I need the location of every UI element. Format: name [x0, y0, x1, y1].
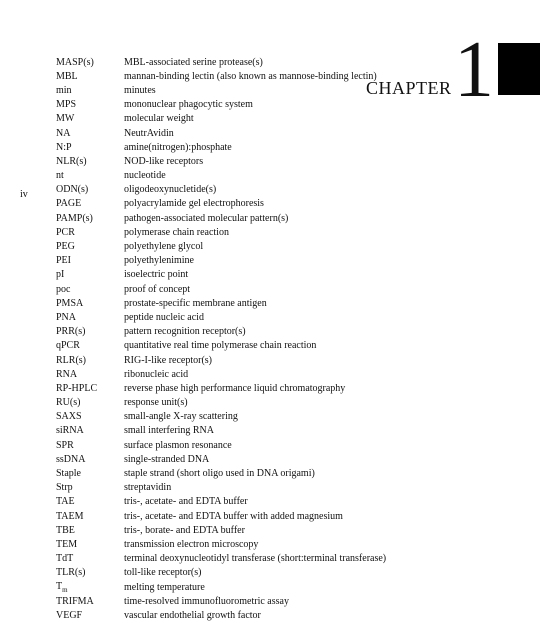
abbreviation-term: PEI [56, 255, 71, 267]
abbreviation-definition: polymerase chain reaction [124, 226, 229, 238]
abbreviation-term: N:P [56, 141, 72, 153]
abbreviation-term: RNA [56, 368, 78, 380]
abbreviation-term: TLR(s) [56, 567, 86, 579]
abbreviation-term: TBE [56, 524, 75, 536]
abbreviation-definition: NOD-like receptors [124, 155, 204, 167]
abbreviation-term: MPS [56, 99, 77, 111]
abbreviation-term: min [56, 84, 72, 96]
abbreviation-term: ssDNA [56, 453, 86, 465]
abbreviation-row [56, 282, 386, 296]
abbreviation-row [56, 268, 386, 282]
abbreviation-term: PRR(s) [56, 326, 86, 338]
abbreviation-row [56, 140, 386, 154]
abbreviation-definition: oligodeoxynucletide(s) [124, 184, 217, 196]
abbreviation-list [56, 55, 386, 623]
abbreviation-definition: proof of concept [124, 283, 191, 295]
abbreviation-term: SPR [56, 439, 74, 451]
abbreviation-definition: single-stranded DNA [124, 453, 210, 465]
chapter-thumb-tab [498, 43, 540, 95]
abbreviation-term: TdT [56, 553, 74, 565]
abbreviation-term: TAE [56, 496, 75, 508]
abbreviation-row [56, 537, 386, 551]
abbreviation-definition: melting temperature [124, 581, 205, 593]
abbreviation-term: VEGF [56, 609, 83, 621]
abbreviation-definition: small interfering RNA [124, 425, 214, 437]
abbreviation-row [56, 608, 386, 622]
abbreviation-term: Staple [56, 468, 81, 480]
abbreviation-definition: pattern recognition receptor(s) [124, 326, 246, 338]
abbreviation-row [56, 211, 386, 225]
abbreviation-definition: polyethylenimine [124, 255, 194, 267]
chapter-number: 1 [454, 26, 494, 114]
abbreviation-definition: minutes [124, 84, 156, 96]
abbreviation-definition: vascular endothelial growth factor [124, 609, 261, 621]
abbreviation-definition: polyethylene glycol [124, 241, 204, 253]
abbreviation-row [56, 523, 386, 537]
abbreviation-term: MBL [56, 70, 78, 82]
abbreviation-row [56, 580, 386, 594]
abbreviation-row [56, 197, 386, 211]
abbreviation-term: siRNA [56, 425, 84, 437]
abbreviation-term: SAXS [56, 411, 82, 423]
abbreviation-definition: tris-, acetate- and EDTA buffer with added magnesium [124, 510, 343, 522]
abbreviation-term: MW [56, 113, 75, 125]
abbreviation-definition: tris-, acetate- and EDTA buffer [124, 496, 248, 508]
abbreviation-definition: molecular weight [124, 113, 194, 125]
abbreviation-definition: nucleotide [124, 170, 166, 182]
abbreviation-term: nt [56, 170, 64, 182]
abbreviation-row [56, 438, 386, 452]
abbreviation-term: qPCR [56, 340, 80, 352]
abbreviation-row [56, 154, 386, 168]
abbreviation-row [56, 410, 386, 424]
abbreviation-term: pI [56, 269, 65, 281]
abbreviation-row [56, 83, 386, 97]
abbreviation-term: MASP(s) [56, 56, 94, 68]
abbreviation-definition: RIG-I-like receptor(s) [124, 354, 213, 366]
abbreviation-row [56, 396, 386, 410]
abbreviation-definition: surface plasmon resonance [124, 439, 232, 451]
abbreviation-definition: NeutrAvidin [124, 127, 174, 139]
abbreviation-term: RP-HPLC [56, 382, 98, 394]
abbreviation-definition: streptavidin [124, 482, 172, 494]
abbreviation-term: NA [56, 127, 71, 139]
abbreviation-row [56, 367, 386, 381]
abbreviation-definition: polyacrylamide gel electrophoresis [124, 198, 264, 210]
abbreviation-row [56, 566, 386, 580]
abbreviation-row [56, 509, 386, 523]
abbreviation-definition: amine(nitrogen):phosphate [124, 141, 232, 153]
page-number: iv [20, 189, 28, 200]
abbreviation-row [56, 481, 386, 495]
abbreviation-row [56, 381, 386, 395]
abbreviation-row [56, 466, 386, 480]
abbreviation-row [56, 495, 386, 509]
abbreviation-term: poc [56, 283, 71, 295]
abbreviation-term: PNA [56, 311, 77, 323]
abbreviation-definition: ribonucleic acid [124, 368, 189, 380]
abbreviation-row [56, 55, 386, 69]
abbreviation-row [56, 296, 386, 310]
abbreviation-row [56, 225, 386, 239]
abbreviation-definition: toll-like receptor(s) [124, 567, 202, 579]
abbreviation-row [56, 353, 386, 367]
abbreviation-row [56, 325, 386, 339]
abbreviation-term: Strp [56, 482, 73, 494]
abbreviation-row [56, 254, 386, 268]
abbreviation-term: PAGE [56, 198, 82, 210]
chapter-label: CHAPTER [366, 78, 452, 98]
abbreviation-definition: staple strand (short oligo used in DNA origami) [124, 468, 315, 480]
abbreviation-term: TEM [56, 538, 78, 550]
abbreviation-term: PMSA [56, 297, 84, 309]
abbreviation-row [56, 594, 386, 608]
abbreviation-row [56, 112, 386, 126]
abbreviation-term: PCR [56, 226, 75, 238]
abbreviation-term: TAEM [56, 510, 84, 522]
abbreviation-term: NLR(s) [56, 155, 87, 167]
abbreviation-term: $T_m$ [56, 580, 68, 594]
abbreviation-definition: prostate-specific membrane antigen [124, 297, 267, 309]
abbreviation-row [56, 239, 386, 253]
abbreviation-definition: reverse phase high performance liquid chromatography [124, 382, 346, 394]
abbreviation-definition: transmission electron microscopy [124, 538, 259, 550]
abbreviation-term: RU(s) [56, 397, 81, 409]
abbreviation-row [56, 452, 386, 466]
abbreviation-definition: peptide nucleic acid [124, 311, 204, 323]
abbreviation-definition: quantitative real time polymerase chain reaction [124, 340, 317, 352]
abbreviation-definition: mononuclear phagocytic system [124, 99, 253, 111]
abbreviation-term: RLR(s) [56, 354, 86, 366]
abbreviation-definition: small-angle X-ray scattering [124, 411, 238, 423]
abbreviation-term: TRIFMA [56, 595, 94, 607]
abbreviation-definition: tris-, borate- and EDTA buffer [124, 524, 245, 536]
abbreviation-row [56, 552, 386, 566]
abbreviation-definition: pathogen-associated molecular pattern(s) [124, 212, 289, 224]
abbreviation-row [56, 183, 386, 197]
abbreviation-definition: isoelectric point [124, 269, 189, 281]
abbreviation-row [56, 69, 386, 83]
abbreviation-definition: terminal deoxynucleotidyl transferase (short:terminal transferase) [124, 553, 387, 565]
abbreviation-term: PAMP(s) [56, 212, 93, 224]
abbreviation-row [56, 126, 386, 140]
abbreviation-definition: response unit(s) [124, 397, 188, 409]
abbreviation-row [56, 169, 386, 183]
abbreviation-row [56, 424, 386, 438]
abbreviation-row [56, 339, 386, 353]
abbreviation-definition: mannan-binding lectin (also known as mannose-binding lectin) [124, 70, 377, 82]
abbreviation-term: PEG [56, 241, 75, 253]
abbreviation-row [56, 98, 386, 112]
abbreviation-definition: time-resolved immunofluorometric assay [124, 595, 289, 607]
abbreviation-row [56, 310, 386, 324]
abbreviation-term: ODN(s) [56, 184, 89, 196]
abbreviation-definition: MBL-associated serine protease(s) [124, 56, 263, 68]
